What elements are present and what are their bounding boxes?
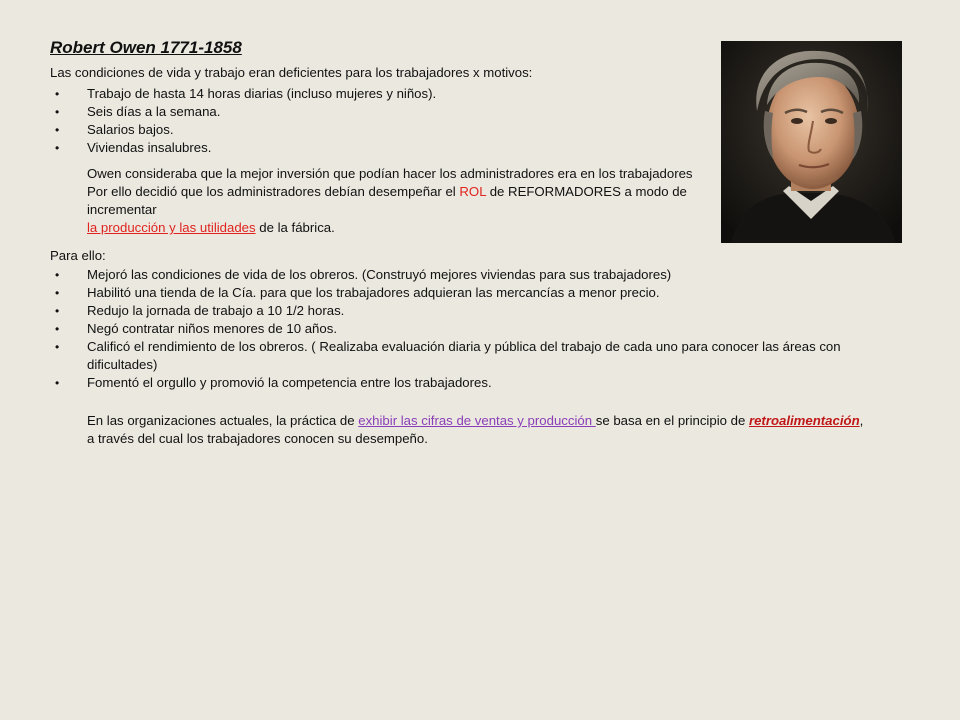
list-item: • Calificó el rendimiento de los obreros. ( Realizaba evaluación diaria y pública del trabajo de cada uno para conocer las áreas con dificultades) <box>50 338 910 374</box>
retroalimentacion-term: retroalimentación <box>748 413 860 428</box>
portrait-illustration <box>721 41 902 243</box>
acciones-list <box>50 266 910 392</box>
rol-term: ROL <box>459 184 487 199</box>
para2-mid: se basa en el principio de <box>595 413 749 428</box>
list-item: • Salarios bajos. <box>50 121 436 139</box>
list-item: • Negó contratar niños menores de 10 años. <box>50 320 910 338</box>
cifras-link[interactable]: exhibir las cifras de ventas y producción <box>358 413 596 428</box>
para1-line2-mid: de REFORMADORES a modo de incrementar <box>87 184 687 217</box>
para1-line3-post: de la fábrica. <box>255 220 335 235</box>
slide-title: Robert Owen 1771-1858 <box>50 38 242 57</box>
produccion-link[interactable]: la producción y las utilidades <box>87 220 256 235</box>
motivos-list <box>50 85 436 157</box>
para1-line1: Owen consideraba que la mejor inversión que podían hacer los administradores era en los trabajadores <box>87 166 693 181</box>
list-item: • Redujo la jornada de trabajo a 10 1/2 horas. <box>50 302 910 320</box>
list-item: • Fomentó el orgullo y promovió la competencia entre los trabajadores. <box>50 374 910 392</box>
para2-pre: En las organizaciones actuales, la práctica de <box>87 413 359 428</box>
para2-post: , a través del cual los trabajadores conocen su desempeño. <box>87 413 864 446</box>
robert-owen-portrait <box>721 41 902 243</box>
para1-line2-pre: Por ello decidió que los administradores debían desempeñar el <box>87 184 460 199</box>
intro-text: Las condiciones de vida y trabajo eran deficientes para los trabajadores x motivos: <box>50 65 533 80</box>
owen-paragraph <box>87 165 727 237</box>
list-item: • Seis días a la semana. <box>50 103 436 121</box>
list-item: • Habilitó una tienda de la Cía. para que los trabajadores adquieran las mercancías a menor precio. <box>50 284 910 302</box>
list-item: • Viviendas insalubres. <box>50 139 436 157</box>
list-item: • Mejoró las condiciones de vida de los obreros. (Construyó mejores viviendas para sus trabajadores) <box>50 266 910 284</box>
para-ello-label: Para ello: <box>50 248 106 263</box>
organizaciones-paragraph <box>87 412 867 448</box>
list-item: • Trabajo de hasta 14 horas diarias (incluso mujeres y niños). <box>50 85 436 103</box>
